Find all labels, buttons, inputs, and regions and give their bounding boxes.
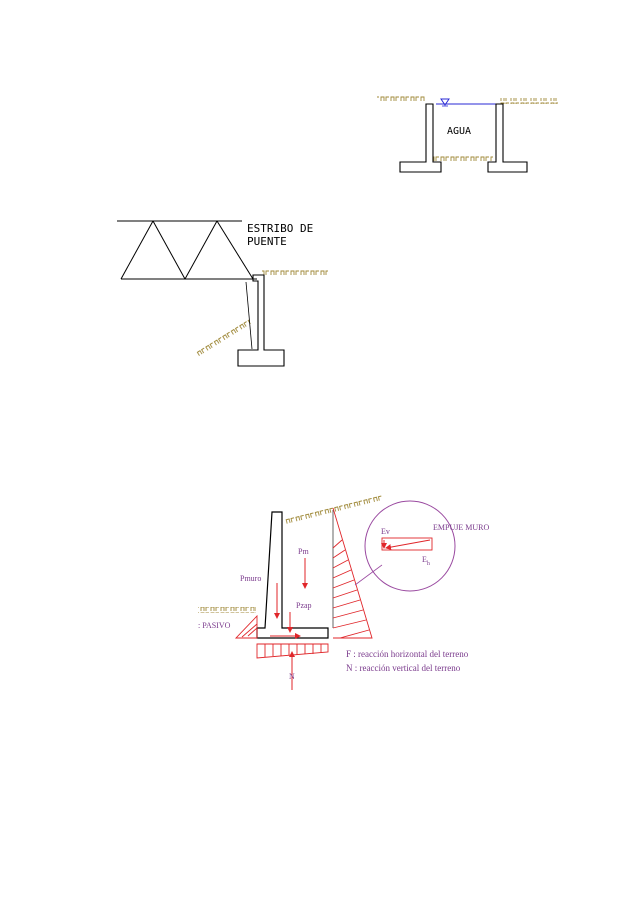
wall-forces-diagram [198,495,489,690]
detail-circle [365,501,455,591]
n-label: N [289,672,295,681]
right-wall [488,104,527,172]
left-wall [400,104,441,172]
legend-n: N : reacción vertical del terreno [346,663,461,673]
soil-hatch-slope [196,319,252,357]
agua-label: AGUA [447,126,472,137]
eh-label: $E_h$ [422,555,430,567]
soil-hatch-right [500,98,558,104]
pzap-label: Pzap [296,601,312,610]
ev-label: Ev [381,527,390,536]
empuje-arrow [386,540,430,548]
abutment-wall [238,275,284,366]
bridge-truss [117,221,257,279]
soil-hatch-bottom [433,156,493,161]
passive-pressure-diagram [236,616,257,638]
estribo-label-line1: ESTRIBO DE [247,222,314,235]
slope-line [246,282,252,349]
active-pressure-diagram [333,508,372,638]
soil-hatch-left [377,96,425,102]
retaining-wall [257,512,328,638]
pmuro-label: Pmuro [240,574,262,583]
soil-hatch-backfill [285,495,383,525]
wall-thrust-detail [365,501,489,591]
soil-hatch-top [262,269,328,275]
soil-hatch-passive [198,607,256,613]
empuje-muro-label: EMPUJE MURO [433,523,490,532]
water-channel-diagram [377,96,558,172]
estribo-label-line2: PUENTE [247,235,287,248]
bridge-abutment-diagram [117,221,328,366]
pasivo-label: : PASIVO [198,621,231,630]
pm-label: Pm [298,547,309,556]
legend-f: F : reacción horizontal del terreno [346,649,469,659]
